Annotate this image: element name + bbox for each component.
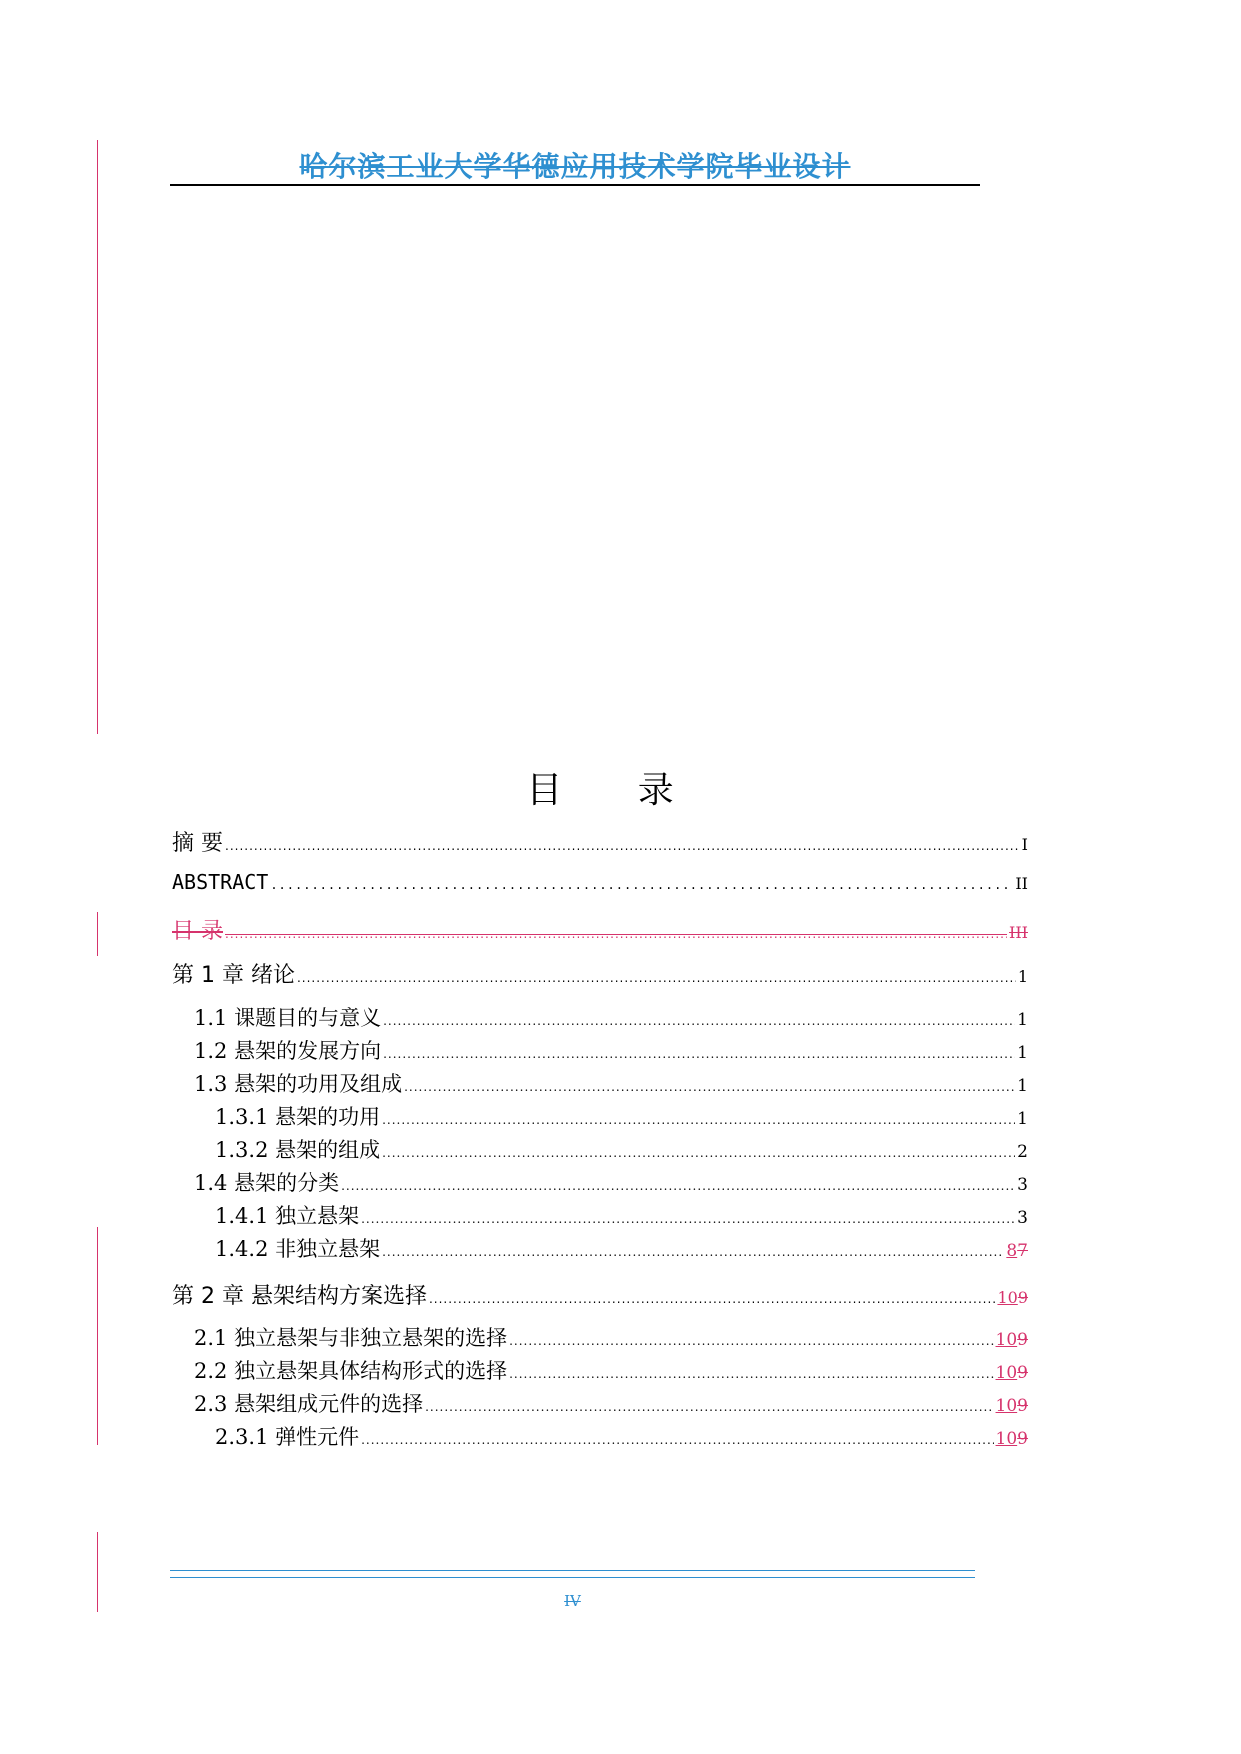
toc-entry-page: 1: [1017, 1109, 1028, 1129]
dot-leader: [383, 1047, 1015, 1061]
toc-entry[interactable]: [172, 958, 1028, 989]
page-inserted: 10: [997, 1288, 1018, 1307]
toc-entry-page: [997, 1288, 1028, 1307]
toc-entry-page: 2: [1017, 1142, 1028, 1162]
toc-entry-title: 1.4.1 独立悬架: [215, 1204, 360, 1228]
toc-entry-page: 1: [1017, 1043, 1028, 1063]
toc-entry-title: 2.2 独立悬架具体结构形式的选择: [194, 1359, 508, 1383]
toc-entry[interactable]: [194, 1167, 1028, 1197]
revision-bar: [97, 1532, 98, 1612]
toc-entry-page: 1: [1017, 1010, 1028, 1030]
header-rule: [170, 184, 980, 186]
dot-leader: [509, 1367, 993, 1381]
page-inserted: 10: [995, 1396, 1018, 1416]
toc-entry-page: III: [1009, 923, 1028, 942]
page-deleted: 9: [1017, 1330, 1028, 1350]
revision-bar: [97, 912, 98, 956]
page-inserted: 10: [995, 1330, 1018, 1350]
dot-leader: [225, 927, 1007, 941]
page-deleted: 9: [1017, 1288, 1028, 1307]
toc-entry-title: 1.3.2 悬架的组成: [215, 1138, 381, 1162]
dot-leader: [297, 971, 1016, 985]
revision-bar: [97, 1227, 98, 1445]
toc-entry-title: 1.1 课题目的与意义: [194, 1006, 382, 1030]
toc-entry-title: 1.2 悬架的发展方向: [194, 1039, 382, 1063]
toc-entry[interactable]: [194, 1355, 1028, 1385]
toc-entry[interactable]: [194, 1068, 1028, 1098]
dot-leader: [225, 839, 1020, 853]
toc-entry-title: 第 1 章 绪论: [172, 963, 295, 988]
toc-entry-page: 3: [1017, 1175, 1028, 1195]
dot-leader: [382, 1113, 1015, 1127]
dot-leader: [429, 1292, 995, 1306]
page-deleted: 9: [1017, 1429, 1028, 1449]
toc-entry[interactable]: [172, 1279, 1028, 1310]
dot-leader: [425, 1400, 993, 1414]
toc-entry[interactable]: [194, 1002, 1028, 1032]
dot-leader: [383, 1014, 1015, 1028]
toc-entry-title: 2.1 独立悬架与非独立悬架的选择: [194, 1326, 508, 1350]
toc-entry-title: 第 2 章 悬架结构方案选择: [172, 1284, 427, 1309]
page-deleted: 7: [1017, 1241, 1028, 1261]
page-inserted: 8: [1006, 1241, 1018, 1261]
dot-leader: [361, 1433, 993, 1447]
toc-entry-title: 2.3.1 弹性元件: [215, 1425, 360, 1449]
footer-rule: [170, 1570, 975, 1571]
toc-entry-page: [996, 1363, 1028, 1383]
toc-entry[interactable]: [194, 1388, 1028, 1418]
toc-entry-page: [996, 1330, 1028, 1350]
toc-entry[interactable]: [194, 1035, 1028, 1065]
toc-entry-page: [996, 1429, 1028, 1449]
toc-entry[interactable]: [215, 1134, 1028, 1164]
header-title: 哈尔滨工业大学华德应用技术学院毕业设计: [299, 150, 851, 183]
footer-rule: [170, 1577, 975, 1578]
revision-bar: [97, 140, 98, 734]
dot-leader: [270, 878, 1013, 892]
toc-entry-title: 1.3.1 悬架的功用: [215, 1105, 381, 1129]
toc-entry[interactable]: [215, 1200, 1028, 1230]
toc-entry-title: 摘 要: [172, 831, 223, 856]
toc-entry-title: 目 录: [172, 919, 223, 944]
toc-entry-page: 3: [1017, 1208, 1028, 1228]
toc-entry-page: [1006, 1241, 1028, 1261]
toc-entry-title: ABSTRACT: [172, 870, 269, 894]
toc-entry[interactable]: [215, 1233, 1028, 1263]
dot-leader: [382, 1245, 1004, 1259]
toc-entry-title: 2.3 悬架组成元件的选择: [194, 1392, 424, 1416]
toc-entry[interactable]: [215, 1101, 1028, 1131]
footer-page-number: IV: [564, 1592, 581, 1610]
toc-entry[interactable]: [194, 1322, 1028, 1352]
toc-entry-page: I: [1021, 835, 1028, 854]
dot-leader: [404, 1080, 1015, 1094]
toc-entry-title: 1.3 悬架的功用及组成: [194, 1072, 403, 1096]
toc-entry-title: 1.4.2 非独立悬架: [215, 1237, 381, 1261]
toc-entry-page: [996, 1396, 1028, 1416]
toc-entry[interactable]: [172, 826, 1028, 857]
toc-entry-page: II: [1015, 874, 1028, 893]
page-deleted: 9: [1017, 1363, 1028, 1383]
toc-entry-title: 1.4 悬架的分类: [194, 1171, 340, 1195]
dot-leader: [361, 1212, 1015, 1226]
dot-leader: [382, 1146, 1015, 1160]
toc-entry-page: 1: [1017, 967, 1028, 986]
page-deleted: 9: [1017, 1396, 1028, 1416]
dot-leader: [509, 1334, 993, 1348]
toc-entry[interactable]: [172, 870, 1028, 894]
toc-entry-page: 1: [1017, 1076, 1028, 1096]
toc-entry-deleted[interactable]: [172, 914, 1028, 945]
toc-heading: 目 录: [526, 770, 706, 811]
page-inserted: 10: [995, 1429, 1018, 1449]
page-inserted: 10: [995, 1363, 1018, 1383]
dot-leader: [341, 1179, 1015, 1193]
toc-entry[interactable]: [215, 1421, 1028, 1451]
